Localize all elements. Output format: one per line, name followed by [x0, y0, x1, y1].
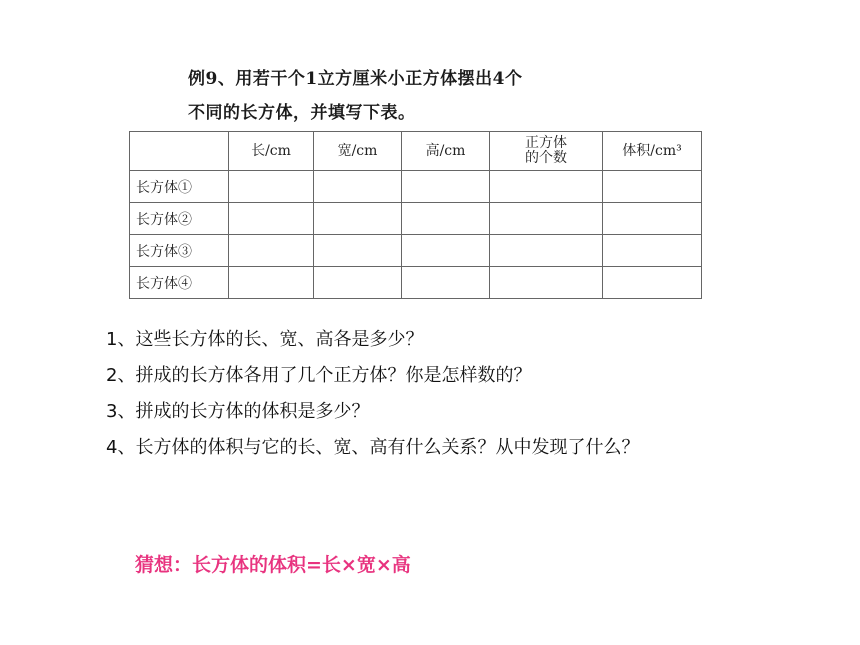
- table-header-cube-count: 正方体 的个数: [490, 132, 603, 171]
- table-cell[interactable]: [314, 203, 402, 235]
- table-cell[interactable]: [603, 267, 702, 299]
- table-cell[interactable]: [314, 267, 402, 299]
- table-header-cell: [130, 132, 229, 171]
- table-cell[interactable]: [402, 235, 490, 267]
- table-row: [130, 203, 702, 235]
- table-cell[interactable]: [603, 235, 702, 267]
- table-cell[interactable]: [603, 171, 702, 203]
- table-cell[interactable]: [490, 235, 603, 267]
- row-label: 长方体②: [130, 203, 229, 235]
- data-table: [129, 131, 702, 299]
- table-cell[interactable]: [402, 203, 490, 235]
- table-cell[interactable]: [229, 203, 314, 235]
- question-4: 4、长方体的体积与它的长、宽、高有什么关系？从中发现了什么？: [106, 437, 640, 458]
- table-header-row: [130, 132, 702, 171]
- question-3: 3、拼成的长方体的体积是多少？: [106, 401, 370, 422]
- question-2: 2、拼成的长方体各用了几个正方体？你是怎样数的？: [106, 365, 532, 386]
- conjecture-text: 猜想：长方体的体积=长×宽×高: [135, 554, 411, 576]
- table-cell[interactable]: [314, 235, 402, 267]
- example-title-line-2: 不同的长方体，并填写下表。: [188, 103, 416, 123]
- question-list: [106, 327, 786, 471]
- table-row: [130, 171, 702, 203]
- table-cell[interactable]: [314, 171, 402, 203]
- table-cell[interactable]: [402, 267, 490, 299]
- table-header-width: 宽/cm: [314, 132, 402, 171]
- table-header-volume: 体积/cm³: [603, 132, 702, 171]
- example-title-line-1: 例9、用若干个1立方厘米小正方体摆出4个: [188, 69, 523, 89]
- table-cell[interactable]: [603, 203, 702, 235]
- row-label: 长方体④: [130, 267, 229, 299]
- table-cell[interactable]: [490, 171, 603, 203]
- table-header-height: 高/cm: [402, 132, 490, 171]
- table-cell[interactable]: [229, 267, 314, 299]
- table-header-length: 长/cm: [229, 132, 314, 171]
- table-cell[interactable]: [490, 267, 603, 299]
- example-title: [188, 62, 523, 130]
- table-cell[interactable]: [490, 203, 603, 235]
- question-1: 1、这些长方体的长、宽、高各是多少？: [106, 329, 424, 350]
- row-label: 长方体③: [130, 235, 229, 267]
- table-cell[interactable]: [229, 171, 314, 203]
- table-cell[interactable]: [229, 235, 314, 267]
- table-row: [130, 235, 702, 267]
- table-cell[interactable]: [402, 171, 490, 203]
- table-row: [130, 267, 702, 299]
- row-label: 长方体①: [130, 171, 229, 203]
